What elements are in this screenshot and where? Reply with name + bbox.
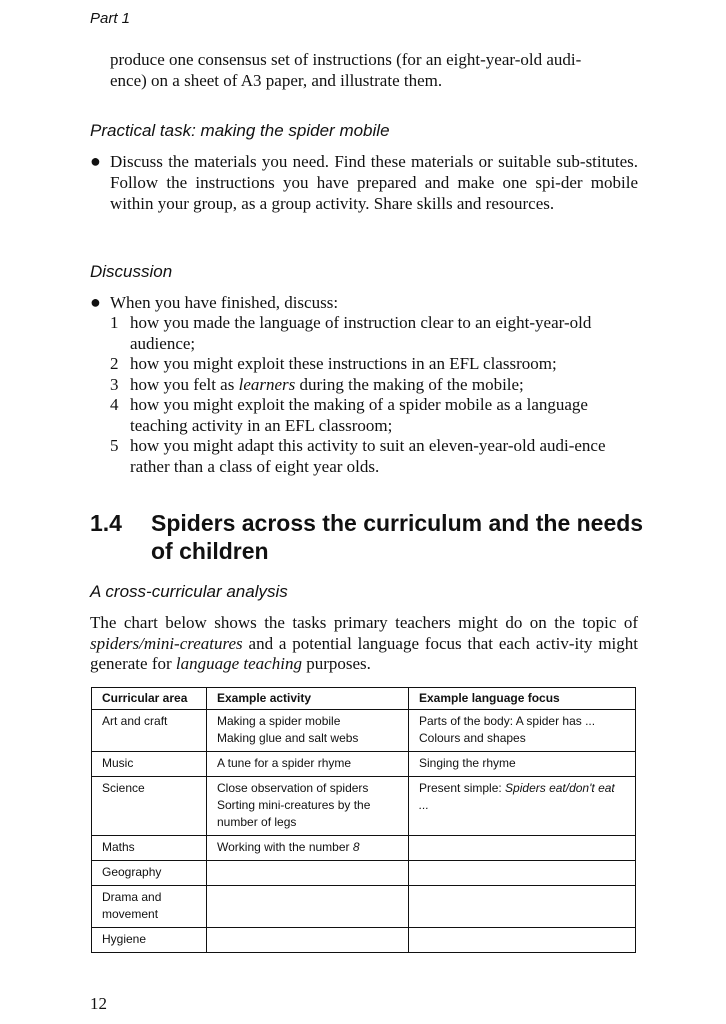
cell-language-focus [409, 886, 636, 928]
page-number: 12 [90, 994, 107, 1013]
intro-line-1: produce one consensus set of instructions (for an eight-year-old audi- [110, 50, 582, 69]
list-item-text: how you might adapt this activity to suit an eleven-year-old audi-ence rather than a class of eight year olds. [130, 436, 606, 476]
practical-task-bullet [90, 151, 638, 214]
intro-paragraph [110, 49, 638, 91]
cell-language-focus: Singing the rhyme [409, 752, 636, 777]
table-body [92, 710, 636, 953]
discussion-heading: Discussion [90, 262, 173, 281]
cell-example-activity: Close observation of spiders Sorting mini-creatures by the number of legs [207, 777, 409, 836]
list-item-number: 2 [110, 354, 119, 373]
cell-language-focus: Parts of the body: A spider has ... Colours and shapes [409, 710, 636, 752]
cell-example-activity: Working with the number 8 [207, 836, 409, 861]
cell-curricular-area: Science [92, 777, 207, 836]
cell-language-focus: Present simple: Spiders eat/don't eat ... [409, 777, 636, 836]
list-item-number: 4 [110, 395, 119, 414]
cell-curricular-area: Maths [92, 836, 207, 861]
emphasis: language teaching [175, 654, 302, 673]
cell-language-focus [409, 861, 636, 886]
bullet-icon: ● [90, 151, 101, 171]
emphasis: spiders/mini-creatures [90, 633, 243, 653]
curriculum-table [91, 687, 636, 953]
analysis-paragraph: The chart below shows the tasks primary teachers might do on the topic of spiders/mini-creatures and a potential language focus that each activ-ity might generate for language teaching purposes. [90, 613, 638, 673]
bullet-icon: ● [90, 292, 101, 312]
cell-curricular-area: Art and craft [92, 710, 207, 752]
emphasis: learners [238, 374, 296, 394]
column-header: Example language focus [409, 688, 636, 710]
list-item-text: how you made the language of instruction clear to an eight-year-old audience; [130, 313, 592, 353]
cell-example-activity: Making a spider mobile Making glue and salt webs [207, 710, 409, 752]
table-row [92, 752, 636, 777]
discussion-intro-text: When you have finished, discuss: [110, 293, 339, 312]
cell-example-activity: A tune for a spider rhyme [207, 752, 409, 777]
cell-example-activity [207, 886, 409, 928]
list-item-text: how you felt as learners during the making of the mobile; [130, 374, 524, 394]
cell-language-focus [409, 928, 636, 953]
list-item [110, 375, 638, 396]
table-row [92, 861, 636, 886]
practical-task-text: Discuss the materials you need. Find these materials or suitable sub-stitutes. Follow the instructions you have prepared and make one spi-der mobile within your group, as a group activity. Share skills and resources. [110, 152, 638, 213]
cell-curricular-area: Geography [92, 861, 207, 886]
cell-language-focus [409, 836, 636, 861]
practical-task-heading: Practical task: making the spider mobile [90, 121, 390, 140]
list-item [110, 436, 638, 477]
table-row [92, 836, 636, 861]
analysis-heading: A cross-curricular analysis [90, 582, 288, 601]
cell-curricular-area: Music [92, 752, 207, 777]
table-row [92, 886, 636, 928]
table-row [92, 710, 636, 752]
running-header: Part 1 [90, 10, 131, 27]
list-item [110, 313, 638, 354]
list-item [110, 395, 638, 436]
cell-example-activity [207, 928, 409, 953]
list-item-number: 5 [110, 436, 119, 455]
intro-line-2: ence) on a sheet of A3 paper, and illustrate them. [110, 71, 443, 90]
list-item-text: how you might exploit these instructions in an EFL classroom; [130, 354, 557, 373]
discussion-bullet [90, 292, 638, 313]
column-header: Example activity [207, 688, 409, 710]
cell-curricular-area: Hygiene [92, 928, 207, 953]
list-item-number: 1 [110, 313, 119, 332]
table-row [92, 777, 636, 836]
table-row [92, 928, 636, 953]
cell-example-activity [207, 861, 409, 886]
section-heading [90, 509, 650, 565]
list-item-text: how you might exploit the making of a spider mobile as a language teaching activity in an EFL classroom; [130, 395, 588, 435]
table-header-row [92, 688, 636, 710]
list-item [110, 354, 638, 375]
column-header: Curricular area [92, 688, 207, 710]
section-number: 1.4 [90, 510, 122, 536]
list-item-number: 3 [110, 374, 119, 394]
discussion-list [110, 313, 638, 477]
cell-curricular-area: Drama and movement [92, 886, 207, 928]
section-title: Spiders across the curriculum and the needs of children [151, 510, 644, 564]
